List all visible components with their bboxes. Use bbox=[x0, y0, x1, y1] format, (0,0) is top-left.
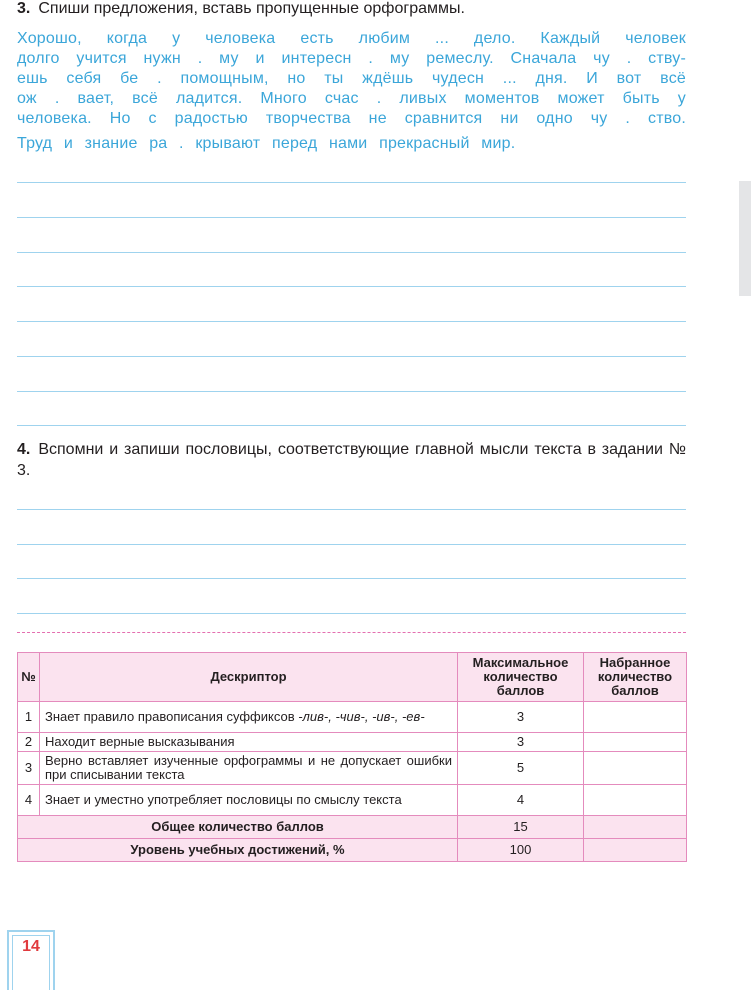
row-max-score: 5 bbox=[458, 752, 584, 785]
row-descriptor-suffixes: -лив-, -чив-, -ив-, -ев- bbox=[298, 709, 425, 724]
writing-line[interactable] bbox=[17, 286, 686, 287]
writing-line[interactable] bbox=[17, 509, 686, 510]
task-3-text-line: Хорошо, когда у человека есть любим ... дело. Каждый человек bbox=[17, 30, 686, 47]
task-3-number: 3. bbox=[17, 0, 31, 17]
writing-line[interactable] bbox=[17, 252, 686, 253]
header-earned-score: Набранное количество баллов bbox=[584, 653, 687, 702]
row-number: 1 bbox=[18, 702, 40, 733]
table-header-row bbox=[18, 653, 687, 702]
writing-line[interactable] bbox=[17, 321, 686, 322]
page-edge-tab bbox=[739, 181, 751, 296]
row-number: 2 bbox=[18, 733, 40, 752]
level-value: 100 bbox=[458, 839, 584, 862]
writing-line[interactable] bbox=[17, 613, 686, 614]
row-max-score: 3 bbox=[458, 733, 584, 752]
total-label: Общее количество баллов bbox=[18, 816, 458, 839]
page-number-box bbox=[7, 930, 55, 990]
table-row bbox=[18, 752, 687, 785]
row-earned-score[interactable] bbox=[584, 785, 687, 816]
writing-line[interactable] bbox=[17, 425, 686, 426]
task-3-text-line: ож . вает, всё ладится. Много счас . ливых моментов может быть у bbox=[17, 90, 686, 107]
writing-line[interactable] bbox=[17, 578, 686, 579]
row-earned-score[interactable] bbox=[584, 733, 687, 752]
writing-line[interactable] bbox=[17, 182, 686, 183]
writing-line[interactable] bbox=[17, 544, 686, 545]
page-number: 14 bbox=[22, 938, 40, 955]
row-descriptor bbox=[40, 702, 458, 733]
level-label: Уровень учебных достижений, % bbox=[18, 839, 458, 862]
row-max-score: 3 bbox=[458, 702, 584, 733]
row-max-score: 4 bbox=[458, 785, 584, 816]
total-row bbox=[18, 816, 687, 839]
descriptor-table bbox=[17, 652, 687, 862]
task-3-text-line: Труд и знание ра . крывают перед нами прекрасный мир. bbox=[17, 135, 516, 152]
level-earned[interactable] bbox=[584, 839, 687, 862]
row-earned-score[interactable] bbox=[584, 752, 687, 785]
row-earned-score[interactable] bbox=[584, 702, 687, 733]
writing-line[interactable] bbox=[17, 217, 686, 218]
task-3-text-line: человека. Но с радостью творчества не сравнится ни одно чу . ство. bbox=[17, 110, 686, 127]
row-descriptor: Верно вставляет изученные орфограммы и не допускает ошибки при списывании текста bbox=[40, 752, 458, 785]
row-number: 3 bbox=[18, 752, 40, 785]
level-row bbox=[18, 839, 687, 862]
task-3-text-line: долго учится нужн . му и интересн . му ремеслу. Сначала чу . ству- bbox=[17, 50, 686, 67]
header-number: № bbox=[18, 653, 40, 702]
task-4-instruction: Вспомни и запиши пословицы, соответствующие главной мысли текста в задании № 3. bbox=[17, 441, 686, 479]
header-max-score: Максимальное количество баллов bbox=[458, 653, 584, 702]
row-number: 4 bbox=[18, 785, 40, 816]
writing-line[interactable] bbox=[17, 356, 686, 357]
task-3-text bbox=[17, 29, 686, 154]
task-3-title bbox=[17, 0, 686, 19]
row-descriptor: Находит верные высказывания bbox=[40, 733, 458, 752]
total-value: 15 bbox=[458, 816, 584, 839]
header-descriptor: Дескриптор bbox=[40, 653, 458, 702]
table-row bbox=[18, 785, 687, 816]
total-earned[interactable] bbox=[584, 816, 687, 839]
task-4-number: 4. bbox=[17, 441, 31, 458]
row-descriptor: Знает и уместно употребляет пословицы по смыслу текста bbox=[40, 785, 458, 816]
task-4-title bbox=[17, 439, 686, 481]
table-row bbox=[18, 733, 687, 752]
task-3-text-line: ешь себя бе . помощным, но ты ждёшь чудесн ... дня. И вот всё bbox=[17, 70, 686, 87]
writing-line[interactable] bbox=[17, 391, 686, 392]
table-row bbox=[18, 702, 687, 733]
row-descriptor-text: Знает правило правописания суффиксов bbox=[45, 709, 299, 724]
cut-divider bbox=[17, 632, 686, 633]
task-3-instruction: Спиши предложения, вставь пропущенные орфограммы. bbox=[38, 0, 465, 17]
